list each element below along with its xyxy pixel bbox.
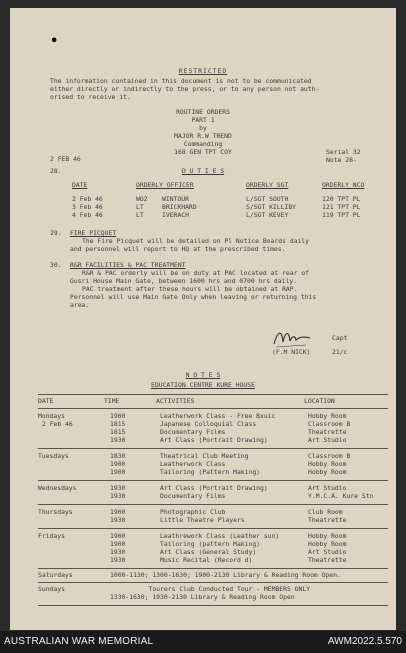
edu-time: 1930 <box>110 492 126 500</box>
edu-location: Hobby Room <box>308 532 347 540</box>
duty-sgt: S/SGT KILLIBY <box>246 203 297 211</box>
duty-sgt: L/SGT SOUTH <box>246 195 289 203</box>
edu-activity: Leathrework Class (Leather sun) <box>160 532 280 540</box>
signature-capt: Capt <box>332 334 348 342</box>
duty-date: 4 Feb 46 <box>72 211 103 219</box>
edu-day: Fridays <box>38 532 65 540</box>
edu-activity: Tailoring (Pattern Making) <box>160 468 261 476</box>
duty-officer-name: IVERACH <box>162 211 189 219</box>
edu-span: Tourers Club Conducted Tour - MEMBERS ONLY <box>110 585 311 593</box>
duty-nco: 121 TPT PL <box>322 203 361 211</box>
edu-header-activities: ACTIVITIES <box>156 397 195 405</box>
duty-nco: 120 TPT PL <box>322 195 361 203</box>
edu-day: Sundays <box>38 585 65 593</box>
footer-institution: AUSTRALIAN WAR MEMORIAL <box>4 636 154 647</box>
fire-picquet-line-2: and personnel will report to HQ at the prescribed times. <box>70 245 286 253</box>
edu-time: 1815 <box>110 428 126 436</box>
edu-activity: Photographic Club <box>160 508 226 516</box>
edu-header-location: LOCATION <box>304 397 335 405</box>
item-number-30: 30. <box>50 261 62 269</box>
duty-date: 3 Feb 46 <box>72 203 103 211</box>
edu-location: Hobby Room <box>308 540 347 548</box>
edu-time: 1930 <box>110 484 126 492</box>
rr-line-5: area. <box>70 301 90 309</box>
edu-time: 1930 <box>110 436 126 444</box>
edu-location: Classroom B <box>308 452 351 460</box>
edu-activity: Japanese Colloquial Class <box>160 420 257 428</box>
edu-activity: Art Class (Portrait Drawing) <box>160 436 268 444</box>
edu-time: 1930 <box>110 516 126 524</box>
duty-sgt: L/SGT KEVEY <box>246 211 289 219</box>
edu-time: 1900 <box>110 412 126 420</box>
duties-header-sgt: ORDERLY SGT <box>246 181 289 189</box>
edu-location: Hobby Room <box>308 460 347 468</box>
edu-location: Hobby Room <box>308 412 347 420</box>
document-page <box>10 8 396 630</box>
table-rule <box>38 448 388 449</box>
classification: RESTRICTED <box>178 67 228 75</box>
edu-activity: Art Class (General Study) <box>160 548 257 556</box>
document-date: 2 FEB 46 <box>50 155 81 163</box>
edu-location: Hobby Room <box>308 468 347 476</box>
edu-time: 1930 <box>110 548 126 556</box>
edu-header-date: DATE <box>38 397 54 405</box>
edu-span: 1330-1630; 1930-2130 Library & Reading Room Open <box>110 593 295 601</box>
footer-accession-number: AWM2022.5.570 <box>327 636 402 647</box>
notice-line-3: orised to receive it. <box>50 93 131 101</box>
duty-officer-rank: LT <box>136 211 144 219</box>
table-rule-bottom <box>38 605 388 606</box>
duty-date: 2 Feb 46 <box>72 195 103 203</box>
edu-location: Art Studio <box>308 436 347 444</box>
edu-activity: Documentary Films <box>160 428 226 436</box>
heading-line-2: PART 1 <box>191 116 215 124</box>
edu-time: 1900 <box>110 460 126 468</box>
edu-activity: Theatrical Club Meeting <box>160 452 249 460</box>
edu-activity: Documentary Films <box>160 492 226 500</box>
education-title: EDUCATION CENTRE KURE HOUSE <box>151 381 255 389</box>
edu-day: Mondays <box>38 412 65 420</box>
rr-line-2: Gusri House Main Gate, between 1600 hrs and 0700 hrs daily. <box>70 277 298 285</box>
edu-activity: Leatherwork Class <box>160 460 226 468</box>
edu-time: 1815 <box>110 420 126 428</box>
duty-nco: 119 TPT PL <box>322 211 361 219</box>
edu-activity: Tailoring (pattern Making) <box>160 540 261 548</box>
fire-picquet-line-1: The Fire Picquet will be detailed on Pl Notice Boards daily <box>82 237 310 245</box>
edu-time: 1900 <box>110 532 126 540</box>
duty-officer-name: BRICKHARD <box>162 203 197 211</box>
note-number: Note 28- <box>326 156 357 164</box>
notice-line-2: either directly or indirectly to the press, or to any person not auth- <box>50 85 320 93</box>
edu-span: 1000-1130; 1300-1630; 1900-2130 Library & Reading Room Open. <box>110 571 341 579</box>
notes-title: N O T E S <box>185 371 221 379</box>
duties-header-nco: ORDERLY NCO <box>322 181 365 189</box>
edu-header-time: TIME <box>104 397 120 405</box>
edu-activity: Little Theatre Players <box>160 516 245 524</box>
table-rule <box>38 582 388 583</box>
edu-location: Theatrette <box>308 556 347 564</box>
notice-line-1: The information contained in this document is not to be communicated <box>50 77 312 85</box>
heading-line-4: MAJOR R.W TREND <box>174 132 232 140</box>
edu-day: Saturdays <box>38 571 73 579</box>
duties-title: D U T I E S <box>181 167 225 175</box>
rr-facilities-title: R&R FACILITIES & PAC TREATMENT <box>70 261 186 269</box>
rr-line-1: R&R & PAC orderly will be on duty at PAC located at rear of <box>82 269 310 277</box>
duties-header-date: DATE <box>72 181 88 189</box>
edu-location: Club Room <box>308 508 343 516</box>
duty-officer-name: WINTOUR <box>162 195 189 203</box>
edu-activity: Music Recital (Record d) <box>160 556 253 564</box>
signature-name: (F.M NICK) <box>272 348 311 356</box>
item-number-29: 29. <box>50 229 62 237</box>
duties-header-officer: ORDERLY OFFICER <box>136 181 194 189</box>
binder-mark: • <box>50 34 59 49</box>
heading-line-5: Commanding <box>183 140 223 148</box>
edu-time: 1900 <box>110 508 126 516</box>
signature-rank: 21/c <box>332 348 348 356</box>
table-rule-top <box>38 394 388 395</box>
edu-location: Y.M.C.A. Kure Stn <box>308 492 374 500</box>
duty-officer-rank: LT <box>136 203 144 211</box>
edu-day-date: 2 Feb 46 <box>42 420 73 428</box>
edu-time: 1900 <box>110 468 126 476</box>
edu-location: Theatrette <box>308 516 347 524</box>
edu-location: Classroom B <box>308 420 351 428</box>
edu-time: 1830 <box>110 452 126 460</box>
edu-activity: Art Class (Portrait Drawing) <box>160 484 268 492</box>
table-rule <box>38 480 388 481</box>
heading-line-6: 168 GEN TPT COY <box>174 148 232 156</box>
table-rule <box>38 528 388 529</box>
edu-day: Tuesdays <box>38 452 69 460</box>
heading-line-3: by <box>199 124 207 132</box>
table-rule-header <box>38 408 388 409</box>
duty-officer-rank: WO2 <box>136 195 148 203</box>
table-rule <box>38 568 388 569</box>
item-number-28: 28. <box>50 167 62 175</box>
footer-bar <box>0 631 406 653</box>
heading-line-1: ROUTINE ORDERS <box>176 108 230 116</box>
edu-location: Art Studio <box>308 548 347 556</box>
edu-time: 1900 <box>110 540 126 548</box>
table-rule <box>38 504 388 505</box>
edu-day: Thursdays <box>38 508 73 516</box>
edu-activity: Leatherwork Class - Free Bxuic <box>160 412 276 420</box>
edu-location: Art Studio <box>308 484 347 492</box>
edu-location: Theatrette <box>308 428 347 436</box>
edu-time: 1930 <box>110 556 126 564</box>
serial-number: Serial 32 <box>326 148 361 156</box>
handwritten-signature <box>272 326 312 350</box>
edu-day: Wednesdays <box>38 484 77 492</box>
fire-picquet-title: FIRE PICQUET <box>70 229 117 237</box>
rr-line-4: Personnel will use Main Gate Only when leaving or returning this <box>70 293 317 301</box>
rr-line-3: PAC treatment after these hours will be obtained at RAP. <box>82 285 298 293</box>
